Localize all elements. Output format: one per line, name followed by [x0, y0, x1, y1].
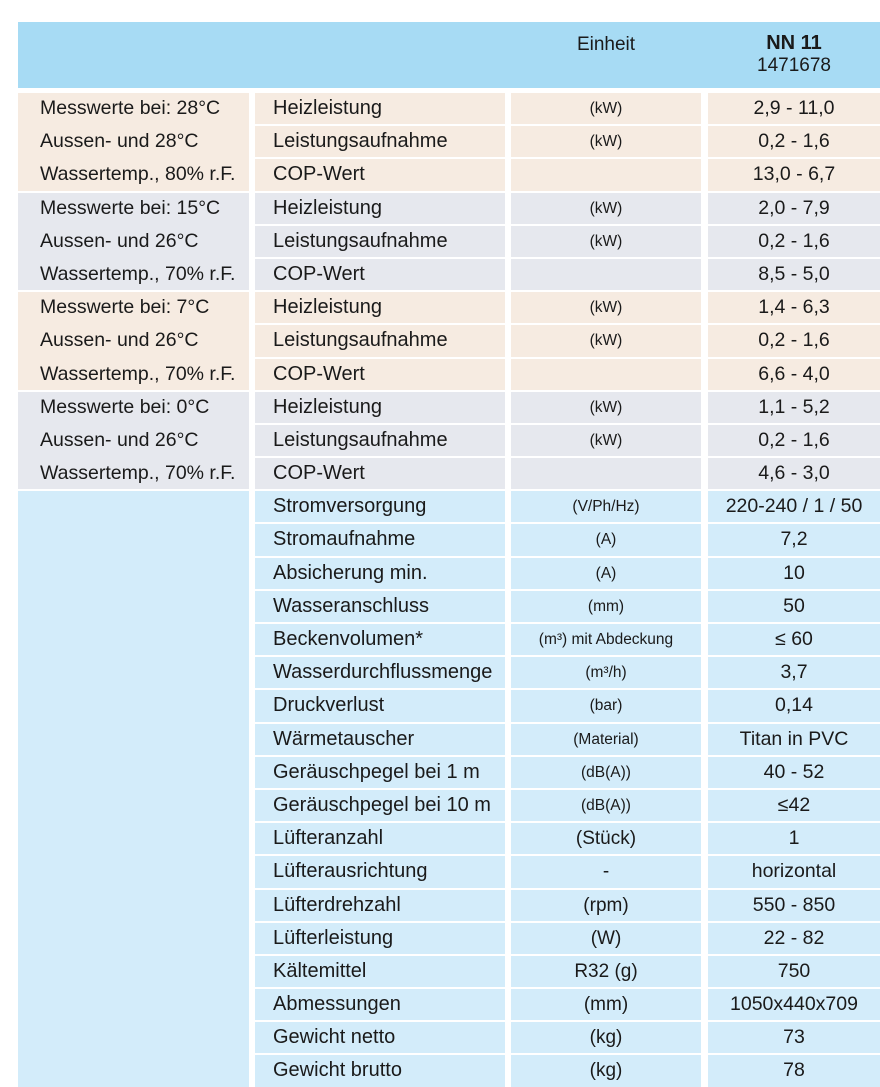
table-row [255, 722, 880, 755]
table-row [255, 655, 880, 688]
parameter-value: 1,4 - 6,3 [708, 292, 880, 323]
condition-line: Wassertemp., 70% r.F. [40, 262, 236, 285]
parameter-value: Titan in PVC [708, 724, 880, 755]
condition-line: Messwerte bei: 15°C [40, 196, 221, 219]
table-row [255, 357, 880, 390]
parameter-name: Leistungsaufnahme [255, 226, 505, 257]
parameter-value: 550 - 850 [708, 890, 880, 921]
measurement-band [18, 193, 880, 291]
parameter-unit: (V/Ph/Hz) [511, 491, 701, 522]
header-cell-parameter [255, 22, 505, 88]
table-row [255, 423, 880, 456]
condition-line: Messwerte bei: 7°C [40, 296, 210, 319]
parameter-value: ≤42 [708, 790, 880, 821]
condition-line: Aussen- und 26°C [40, 329, 199, 352]
measurement-condition [18, 292, 249, 390]
condition-line: Wassertemp., 70% r.F. [40, 462, 236, 485]
header-unit-label: Einheit [511, 22, 701, 88]
parameter-name: Beckenvolumen* [255, 624, 505, 655]
parameter-unit: (dB(A)) [511, 790, 701, 821]
parameter-name: Leistungsaufnahme [255, 126, 505, 157]
table-row [255, 193, 880, 224]
parameter-value: 0,2 - 1,6 [708, 425, 880, 456]
parameter-name: Geräuschpegel bei 10 m [255, 790, 505, 821]
table-row [255, 1020, 880, 1053]
table-row [255, 589, 880, 622]
parameter-name: Lüfteranzahl [255, 823, 505, 854]
parameter-name: COP-Wert [255, 359, 505, 390]
parameter-name: Heizleistung [255, 193, 505, 224]
parameter-value: 13,0 - 6,7 [708, 159, 880, 190]
parameter-name: Stromaufnahme [255, 524, 505, 555]
measurement-band [18, 392, 880, 490]
parameter-value: horizontal [708, 856, 880, 887]
parameter-value: 0,2 - 1,6 [708, 126, 880, 157]
parameter-unit: (m³/h) [511, 657, 701, 688]
table-row [255, 821, 880, 854]
parameter-name: Heizleistung [255, 392, 505, 423]
parameter-name: Gewicht brutto [255, 1055, 505, 1086]
parameter-value: 78 [708, 1055, 880, 1086]
parameter-name: Heizleistung [255, 93, 505, 124]
parameter-unit [511, 458, 701, 489]
parameter-value: 220-240 / 1 / 50 [708, 491, 880, 522]
parameter-name: Leistungsaufnahme [255, 425, 505, 456]
parameter-value: 40 - 52 [708, 757, 880, 788]
parameter-value: 1 [708, 823, 880, 854]
parameter-name: Absicherung min. [255, 558, 505, 589]
measurement-band [18, 93, 880, 191]
parameter-value: 50 [708, 591, 880, 622]
parameter-unit: R32 (g) [511, 956, 701, 987]
table-row [255, 323, 880, 356]
table-row [255, 456, 880, 489]
parameter-value: 1,1 - 5,2 [708, 392, 880, 423]
table-row [255, 292, 880, 323]
parameter-name: COP-Wert [255, 458, 505, 489]
parameter-unit: (kW) [511, 126, 701, 157]
parameter-name: Gewicht netto [255, 1022, 505, 1053]
parameter-value: 7,2 [708, 524, 880, 555]
general-specs [18, 491, 880, 1086]
parameter-unit: (W) [511, 923, 701, 954]
parameter-unit: (dB(A)) [511, 757, 701, 788]
table-row [255, 124, 880, 157]
table-row [255, 688, 880, 721]
table-header [18, 22, 880, 88]
table-row [255, 987, 880, 1020]
measurement-band [18, 292, 880, 390]
parameter-unit: (A) [511, 524, 701, 555]
model-name: NN 11 [766, 32, 822, 54]
parameter-unit: (mm) [511, 591, 701, 622]
parameter-value: 10 [708, 558, 880, 589]
parameter-unit: (Stück) [511, 823, 701, 854]
parameter-unit: (kW) [511, 193, 701, 224]
parameter-value: 2,9 - 11,0 [708, 93, 880, 124]
parameter-name: Lüfterleistung [255, 923, 505, 954]
parameter-name: Abmessungen [255, 989, 505, 1020]
table-row [255, 1053, 880, 1086]
parameter-unit: (kW) [511, 93, 701, 124]
header-cell-condition [18, 22, 249, 88]
table-row [255, 888, 880, 921]
table-row [255, 954, 880, 987]
table-row [255, 921, 880, 954]
parameter-unit: (kg) [511, 1055, 701, 1086]
table-row [255, 93, 880, 124]
specs-empty-cell [18, 491, 249, 1086]
parameter-unit: (bar) [511, 690, 701, 721]
parameter-name: COP-Wert [255, 159, 505, 190]
header-model [708, 22, 880, 88]
parameter-value: 73 [708, 1022, 880, 1053]
parameter-name: Druckverlust [255, 690, 505, 721]
table-row [255, 392, 880, 423]
parameter-value: 3,7 [708, 657, 880, 688]
parameter-name: Lüfterdrehzahl [255, 890, 505, 921]
condition-line: Aussen- und 26°C [40, 428, 199, 451]
measurement-condition [18, 93, 249, 191]
condition-line: Wassertemp., 80% r.F. [40, 163, 236, 186]
table-row [255, 788, 880, 821]
measurement-condition [18, 392, 249, 490]
parameter-value: 2,0 - 7,9 [708, 193, 880, 224]
condition-line: Messwerte bei: 28°C [40, 97, 221, 119]
table-row [255, 556, 880, 589]
table-row [255, 622, 880, 655]
parameter-name: Kältemittel [255, 956, 505, 987]
parameter-name: Wasserdurchflussmenge [255, 657, 505, 688]
parameter-value: 22 - 82 [708, 923, 880, 954]
parameter-unit: (Material) [511, 724, 701, 755]
parameter-unit [511, 159, 701, 190]
parameter-name: Stromversorgung [255, 491, 505, 522]
parameter-value: 750 [708, 956, 880, 987]
condition-line: Wassertemp., 70% r.F. [40, 362, 236, 385]
parameter-value: 0,2 - 1,6 [708, 226, 880, 257]
parameter-name: Lüfterausrichtung [255, 856, 505, 887]
table-row [255, 257, 880, 290]
parameter-unit: (kW) [511, 425, 701, 456]
parameter-unit: (kg) [511, 1022, 701, 1053]
parameter-name: Leistungsaufnahme [255, 325, 505, 356]
parameter-unit [511, 259, 701, 290]
table-row [255, 522, 880, 555]
parameter-name: Wasseranschluss [255, 591, 505, 622]
parameter-unit: (A) [511, 558, 701, 589]
parameter-unit: (mm) [511, 989, 701, 1020]
condition-line: Aussen- und 26°C [40, 229, 199, 252]
parameter-unit: (kW) [511, 226, 701, 257]
parameter-value: 1050x440x709 [708, 989, 880, 1020]
parameter-value: 4,6 - 3,0 [708, 458, 880, 489]
parameter-name: Geräuschpegel bei 1 m [255, 757, 505, 788]
parameter-value: 6,6 - 4,0 [708, 359, 880, 390]
parameter-value: 0,14 [708, 690, 880, 721]
parameter-value: 8,5 - 5,0 [708, 259, 880, 290]
parameter-unit: (rpm) [511, 890, 701, 921]
parameter-name: Wärmetauscher [255, 724, 505, 755]
table-row [255, 491, 880, 522]
parameter-unit: (kW) [511, 325, 701, 356]
parameter-unit: (m³) mit Abdeckung [511, 624, 701, 655]
table-row [255, 755, 880, 788]
table-row [255, 157, 880, 190]
parameter-unit: (kW) [511, 392, 701, 423]
condition-line: Messwerte bei: 0°C [40, 395, 210, 418]
parameter-unit [511, 359, 701, 390]
parameter-value: 0,2 - 1,6 [708, 325, 880, 356]
parameter-unit: - [511, 856, 701, 887]
table-row [255, 224, 880, 257]
spec-table [18, 22, 880, 1087]
table-row [255, 854, 880, 887]
condition-line: Aussen- und 28°C [40, 130, 199, 153]
table-body [18, 93, 880, 1087]
model-number: 1471678 [757, 55, 831, 76]
parameter-name: COP-Wert [255, 259, 505, 290]
measurement-condition [18, 193, 249, 291]
parameter-unit: (kW) [511, 292, 701, 323]
parameter-value: ≤ 60 [708, 624, 880, 655]
parameter-name: Heizleistung [255, 292, 505, 323]
